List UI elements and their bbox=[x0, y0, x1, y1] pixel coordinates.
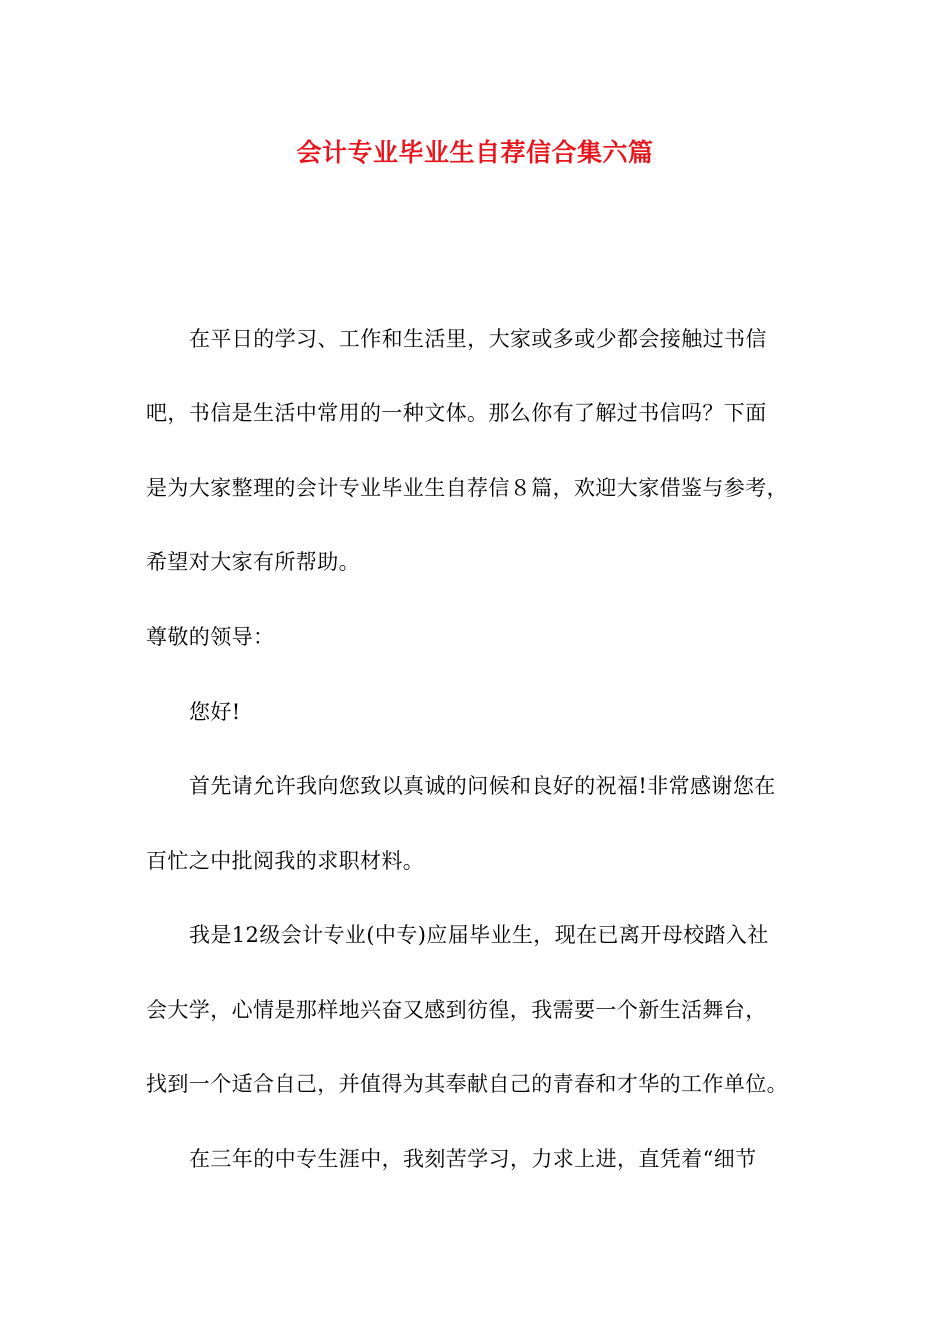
document-title: 会计专业毕业生自荐信合集六篇 bbox=[296, 138, 654, 167]
paragraph-line: 首先请允许我向您致以真诚的问候和良好的祝福!非常感谢您在 bbox=[189, 774, 776, 798]
paragraph-line: 是为大家整理的会计专业毕业生自荐信８篇，欢迎大家借鉴与参考， bbox=[146, 476, 788, 500]
salutation: 尊敬的领导： bbox=[146, 625, 275, 649]
paragraph-line: 在三年的中专生涯中，我刻苦学习，力求上进，直凭着“细节 bbox=[189, 1147, 757, 1171]
paragraph-line: 百忙之中批阅我的求职材料。 bbox=[146, 849, 425, 873]
paragraph-line: 会大学，心情是那样地兴奋又感到彷徨，我需要一个新生活舞台， bbox=[146, 998, 767, 1022]
paragraph-line: 找到一个适合自己，并值得为其奉献自己的青春和才华的工作单位。 bbox=[146, 1072, 788, 1096]
paragraph-line: 在平日的学习、工作和生活里，大家或多或少都会接触过书信 bbox=[189, 327, 767, 351]
paragraph-line: 希望对大家有所帮助。 bbox=[146, 550, 360, 574]
paragraph-line: 我是12级会计专业(中专)应届毕业生，现在已离开母校踏入社 bbox=[189, 923, 769, 947]
greeting: 您好! bbox=[189, 700, 241, 724]
paragraph-line: 吧，书信是生活中常用的一种文体。那么你有了解过书信吗？下面 bbox=[146, 401, 767, 425]
